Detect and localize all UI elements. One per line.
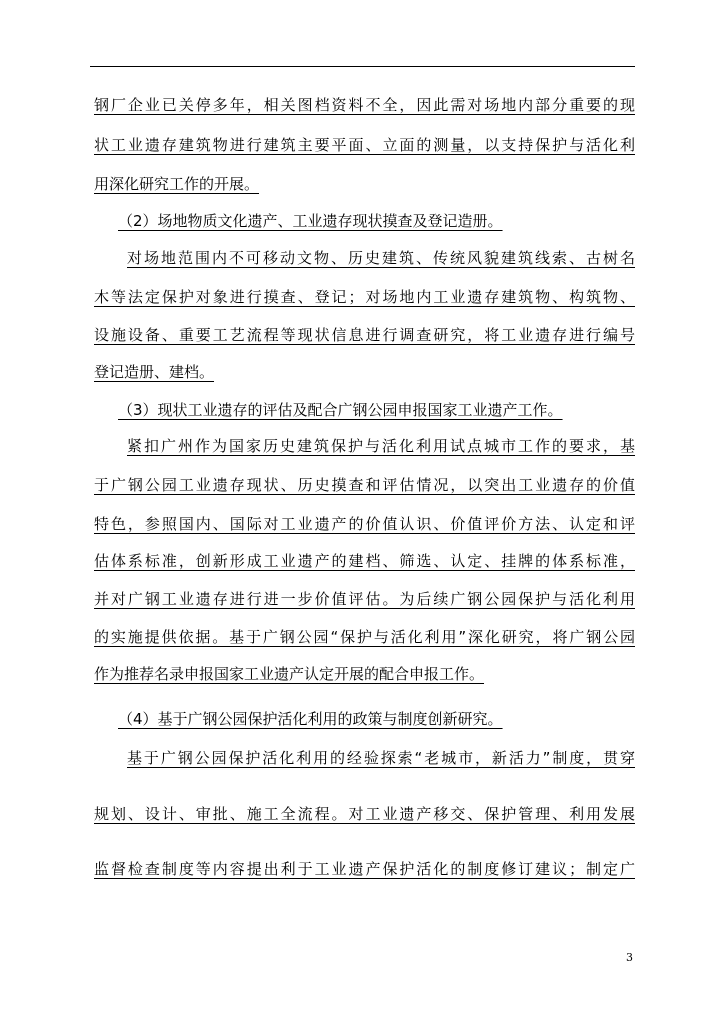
text-line: 特色，参照国内、国际对工业遗产的价值认识、价值评价方法、认定和评 [94,515,635,533]
text-line: 监督检查制度等内容提出利于工业遗产保护活化的制度修订建议；制定广 [94,860,635,878]
text-line: 于广钢公园工业遗存现状、历史摸查和评估情况，以突出工业遗存的价值 [94,476,635,494]
text-line: 用深化研究工作的开展。 [94,175,260,193]
text-line: 设施设备、重要工艺流程等现状信息进行调查研究，将工业遗存进行编号 [94,326,635,344]
section-heading: （4）基于广钢公园保护活化利用的政策与制度创新研究。 [118,710,503,728]
page-number: 3 [626,951,633,964]
section-heading: （2）场地物质文化遗产、工业遗存现状摸查及登记造册。 [118,212,503,230]
text-line: 的实施提供依据。基于广钢公园“保护与活化利用”深化研究，将广钢公园 [94,628,635,646]
text-line: 并对广钢工业遗存进行进一步价值评估。为后续广钢公园保护与活化利用 [94,590,635,608]
text-line: 规划、设计、审批、施工全流程。对工业遗产移交、保护管理、利用发展 [94,805,635,823]
text-line: 对场地范围内不可移动文物、历史建筑、传统风貌建筑线索、古树名 [127,249,635,267]
text-line: 木等法定保护对象进行摸查、登记；对场地内工业遗存建筑物、构筑物、 [94,288,635,306]
section-heading: （3）现状工业遗存的评估及配合广钢公园申报国家工业遗产工作。 [118,401,563,419]
text-line: 基于广钢公园保护活化利用的经验探索“老城市，新活力”制度，贯穿 [127,749,635,767]
text-line: 紧扣广州作为国家历史建筑保护与活化利用试点城市工作的要求，基 [127,437,635,455]
text-line: 作为推荐名录申报国家工业遗产认定开展的配合申报工作。 [94,665,485,683]
text-line: 钢厂企业已关停多年，相关图档资料不全，因此需对场地内部分重要的现 [94,96,635,114]
header-rule [90,66,635,67]
text-line: 估体系标准，创新形成工业遗产的建档、筛选、认定、挂牌的体系标准， [94,552,635,570]
text-line: 状工业遗存建筑物进行建筑主要平面、立面的测量，以支持保护与活化利 [94,136,635,154]
text-line: 登记造册、建档。 [94,363,215,381]
